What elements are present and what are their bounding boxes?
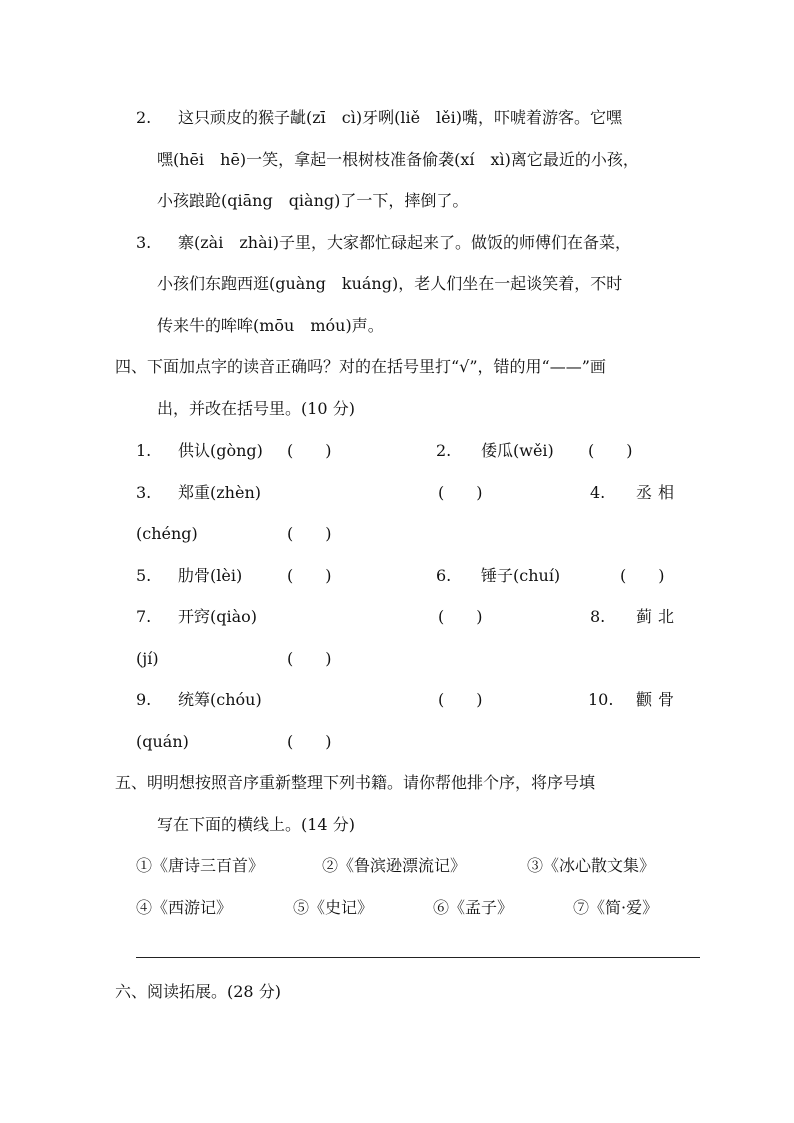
answer-bracket[interactable]: ( ): [438, 483, 483, 502]
answer-bracket[interactable]: ( ): [287, 566, 332, 585]
book-option: ①《唐诗三百首》: [136, 856, 265, 875]
question-number: 9.: [136, 690, 152, 709]
section-heading: 四、下面加点字的读音正确吗？对的在括号里打“√”，错的用“——”画: [115, 357, 606, 376]
answer-bracket[interactable]: ( ): [287, 732, 332, 751]
answer-bracket[interactable]: ( ): [620, 566, 665, 585]
question-word: 倭瓜(wěi): [481, 441, 554, 460]
answer-bracket[interactable]: ( ): [287, 441, 332, 460]
question-word: 丞相: [636, 483, 681, 502]
question-number: 7.: [136, 607, 152, 626]
section-heading: 六、阅读拓展。(28 分): [115, 982, 281, 1001]
question-number: 10.: [588, 690, 614, 709]
answer-bracket[interactable]: ( ): [287, 649, 332, 668]
passage-line: 小孩们东跑西逛(guàng kuáng)，老人们坐在一起谈笑着，不时: [157, 274, 623, 293]
item-number: 2.: [136, 108, 152, 127]
question-word: 肋骨(lèi): [178, 566, 243, 585]
question-word: 郑重(zhèn): [178, 483, 261, 502]
question-word: 蓟北: [636, 607, 681, 626]
question-number: 6.: [436, 566, 452, 585]
section-heading: 写在下面的横线上。(14 分): [157, 815, 355, 834]
answer-line[interactable]: [136, 957, 700, 958]
answer-bracket[interactable]: ( ): [438, 607, 483, 626]
book-option: ③《冰心散文集》: [527, 856, 656, 875]
book-option: ⑥《孟子》: [433, 898, 514, 917]
question-word: 供认(gòng): [178, 441, 263, 460]
passage-line: 小孩踉跄(qiāng qiàng)了一下，摔倒了。: [157, 191, 469, 210]
question-number: 1.: [136, 441, 152, 460]
book-option: ⑦《简·爱》: [573, 898, 659, 917]
question-number: 2.: [436, 441, 452, 460]
passage-line: 嘿(hēi hē)一笑，拿起一根树枝准备偷袭(xí xì)离它最近的小孩，: [157, 150, 639, 169]
question-word: 开窍(qiào): [178, 607, 258, 626]
question-word: 颧骨: [636, 690, 681, 709]
answer-bracket[interactable]: ( ): [438, 690, 483, 709]
passage-line: 传来牛的哞哞(mōu móu)声。: [157, 316, 384, 335]
question-word: 锤子(chuí): [481, 566, 561, 585]
section-heading: 五、明明想按照音序重新整理下列书籍。请你帮他排个序，将序号填: [115, 773, 596, 792]
question-word-continued: (quán): [136, 732, 189, 751]
passage-line: 寨(zài zhài)子里，大家都忙碌起来了。做饭的师傅们在备菜，: [178, 233, 631, 252]
section-heading: 出，并改在括号里。(10 分): [157, 399, 355, 418]
question-number: 4.: [590, 483, 606, 502]
item-number: 3.: [136, 233, 152, 252]
answer-bracket[interactable]: ( ): [588, 441, 633, 460]
book-option: ②《鲁滨逊漂流记》: [322, 856, 467, 875]
book-option: ④《西游记》: [136, 898, 233, 917]
question-number: 8.: [590, 607, 606, 626]
book-option: ⑤《史记》: [293, 898, 374, 917]
answer-bracket[interactable]: ( ): [287, 524, 332, 543]
question-number: 5.: [136, 566, 152, 585]
passage-line: 这只顽皮的猴子龇(zī cì)牙咧(liě lěi)嘴，吓唬着游客。它嘿: [178, 108, 623, 127]
question-word-continued: (chéng): [136, 524, 198, 543]
question-word: 统筹(chóu): [178, 690, 262, 709]
question-number: 3.: [136, 483, 152, 502]
question-word-continued: (jí): [136, 649, 159, 668]
